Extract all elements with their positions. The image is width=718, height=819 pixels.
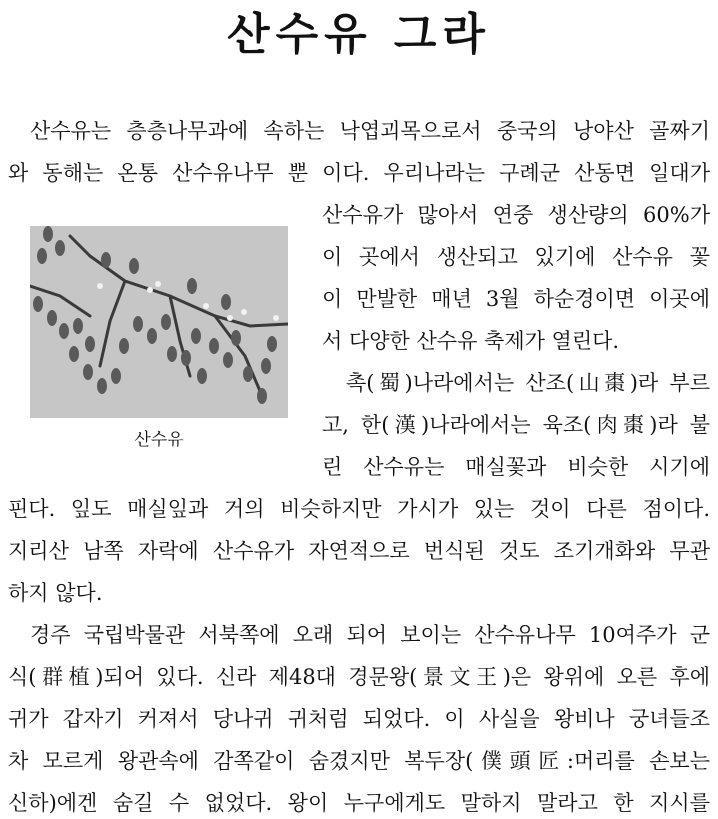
text-line: 린 산수유는 매실꽃과 비슷한 시기에 [322,455,710,479]
text-line: 산수유는 층층나무과에 속하는 낙엽괴목으로서 중국의 낭야산 골짜기 [30,119,710,143]
text-line: 신하)에겐 숨길 수 없었다. 왕이 누구에게도 말하지 말라고 한 지시를 [8,791,710,815]
text-line: 식(群植)되어 있다. 신라 제48대 경문왕(景文王)은 왕위에 오른 후에 [8,665,710,689]
text-line: 핀다. 잎도 매실잎과 거의 비슷하지만 가시가 있는 것이 다른 점이다. [8,497,710,521]
text-line: 차 모르게 왕관속에 감쪽같이 숨겼지만 복두장(僕頭匠:머리를 손보는 [8,749,710,773]
branch-illustration [30,226,288,418]
text-line: 경주 국립박물관 서북쪽에 오래 되어 보이는 산수유나무 10여주가 군 [30,623,710,647]
text-line: 고, 한(漢)나라에서는 육조(肉棗)라 불 [322,413,710,437]
text-line: 지리산 남쪽 자락에 산수유가 자연적으로 번식된 것도 조기개화와 무관 [8,539,710,563]
text-line: 이 만발한 매년 3월 하순경이면 이곳에 [322,287,710,311]
text-line: 촉(蜀)나라에서는 산조(山棗)라 부르 [346,371,710,395]
text-line: 산수유가 많아서 연중 생산량의 60%가 [322,203,710,227]
text-line: 귀가 갑자기 커져서 당나귀 귀처럼 되었다. 이 사실을 왕비나 궁녀들조 [8,707,710,731]
page-title: 산수유 그라 [227,9,491,60]
text-line: 하지 않다. [8,581,103,605]
text-line: 이 곳에서 생산되고 있기에 산수유 꽃 [322,245,710,269]
cornus-photo [30,226,288,418]
figure-caption: 산수유 [134,430,184,450]
text-line: 와 동해는 온통 산수유나무 뿐 이다. 우리나라는 구례군 산동면 일대가 [8,161,710,185]
text-line: 서 다양한 산수유 축제가 열린다. [322,329,620,353]
